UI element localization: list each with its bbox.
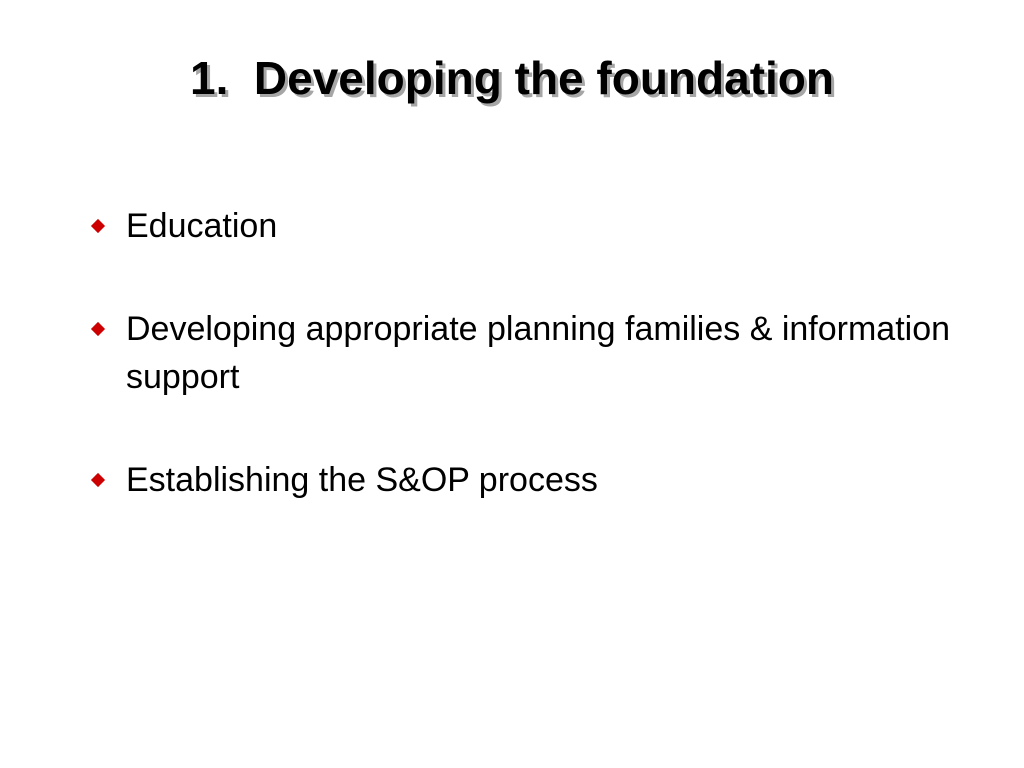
bullet-text: Education xyxy=(126,207,278,245)
bullet-text: Developing appropriate planning families & information support xyxy=(126,310,951,396)
bullet-list xyxy=(92,202,952,504)
bullet-item xyxy=(92,456,952,504)
bullet-item xyxy=(92,305,952,401)
slide-title: 1. Developing the foundation xyxy=(190,52,834,104)
diamond-bullet-icon xyxy=(91,473,105,487)
bullet-item xyxy=(92,202,952,250)
diamond-bullet-icon xyxy=(91,219,105,233)
bullet-text: Establishing the S&OP process xyxy=(126,461,598,499)
diamond-bullet-icon xyxy=(91,322,105,336)
